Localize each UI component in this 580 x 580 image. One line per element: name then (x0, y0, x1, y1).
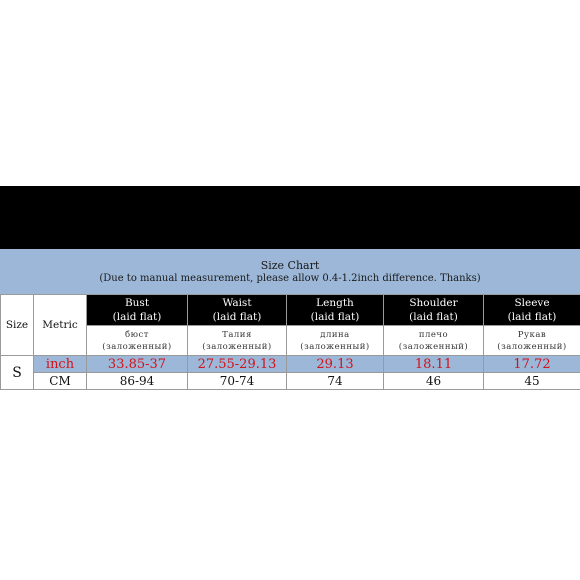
shoulder-label: Shoulder (409, 297, 458, 309)
waist-label: Waist (222, 297, 252, 309)
length-ru (287, 326, 384, 356)
cm-unit: CM (34, 373, 87, 390)
cm-waist: 70-74 (188, 373, 287, 390)
length-header (287, 295, 384, 326)
header-row (1, 295, 580, 326)
length-label: Length (316, 297, 354, 309)
inch-unit: inch (34, 356, 87, 373)
cm-sleeve: 45 (484, 373, 580, 390)
bust-ru (87, 326, 188, 356)
bust-label: Bust (124, 297, 150, 309)
inch-length: 29.13 (287, 356, 384, 373)
size-value: S (1, 356, 34, 390)
top-black-band (0, 186, 580, 249)
waist-sub: (laid flat) (212, 311, 262, 323)
measurement-note: (Due to manual measurement, please allow 0.4-1.2inch difference. Thanks) (99, 273, 481, 284)
waist-ru (188, 326, 287, 356)
waist-ru-label: Талия (222, 329, 252, 340)
shoulder-ru-sub: (заложенный) (398, 341, 469, 352)
sleeve-ru-label: Рукав (517, 329, 547, 340)
size-chart-title-band (0, 249, 580, 294)
sleeve-label: Sleeve (514, 297, 550, 309)
cm-length: 74 (287, 373, 384, 390)
cm-row (1, 373, 580, 390)
shoulder-ru (384, 326, 484, 356)
sleeve-sub: (laid flat) (507, 311, 557, 323)
bust-ru-sub: (заложенный) (102, 341, 172, 352)
length-sub: (laid flat) (310, 311, 360, 323)
bust-header (87, 295, 188, 326)
length-ru-label: длина (320, 329, 350, 340)
inch-row (1, 356, 580, 373)
size-header: Size (1, 295, 34, 356)
inch-bust: 33.85-37 (87, 356, 188, 373)
sleeve-ru (484, 326, 580, 356)
russian-header-row (1, 326, 580, 356)
shoulder-ru-label: плечо (418, 329, 449, 340)
shoulder-header (384, 295, 484, 326)
waist-ru-sub: (заложенный) (202, 341, 272, 352)
waist-header (188, 295, 287, 326)
cm-bust: 86-94 (87, 373, 188, 390)
chart-title: Size Chart (260, 259, 320, 272)
shoulder-sub: (laid flat) (409, 311, 458, 323)
length-ru-sub: (заложенный) (300, 341, 370, 352)
size-chart-table (0, 294, 580, 390)
inch-waist: 27.55-29.13 (188, 356, 287, 373)
sleeve-ru-sub: (заложенный) (497, 341, 567, 352)
inch-shoulder: 18.11 (384, 356, 484, 373)
metric-header: Metric (34, 295, 87, 356)
cm-shoulder: 46 (384, 373, 484, 390)
bust-sub: (laid flat) (112, 311, 162, 323)
inch-sleeve: 17.72 (484, 356, 580, 373)
bust-ru-label: бюст (125, 329, 149, 340)
sleeve-header (484, 295, 580, 326)
